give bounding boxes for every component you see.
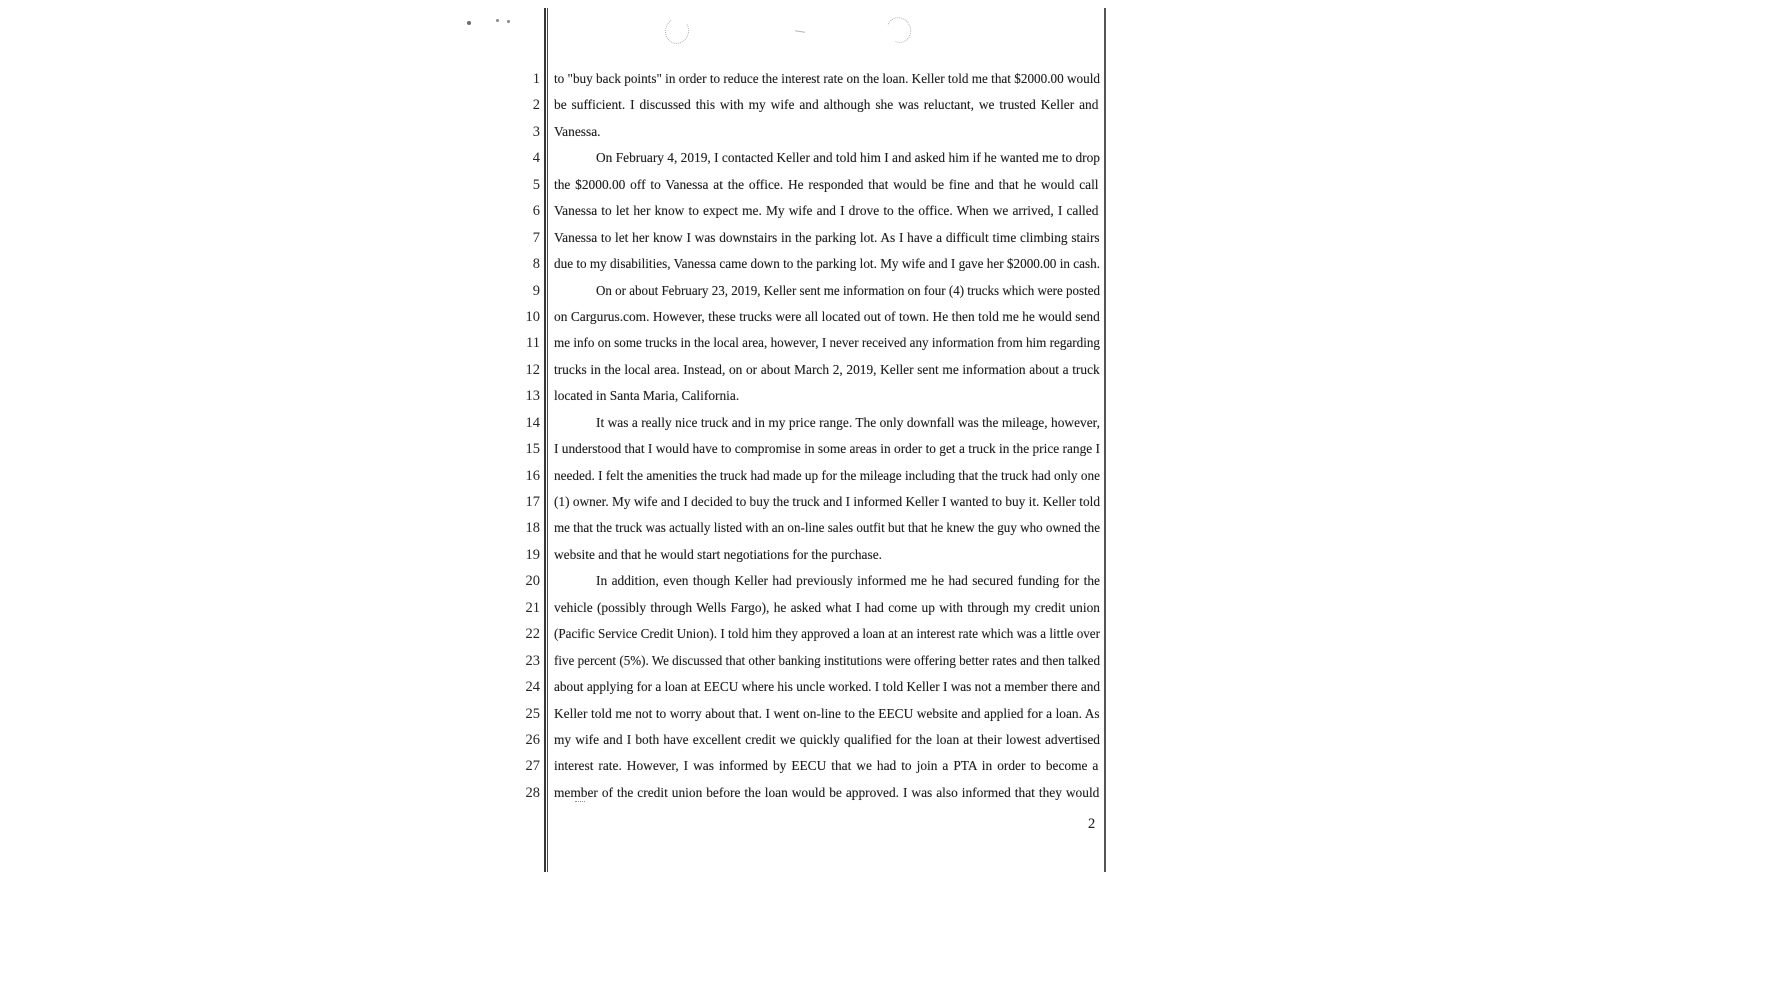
line-text xyxy=(554,515,1100,541)
line-number: 18 xyxy=(525,520,540,537)
line-text-inner: located in Santa Maria, California. xyxy=(554,388,740,404)
hole-punch-mark-icon xyxy=(883,13,916,47)
line-text xyxy=(554,463,1100,489)
transcript-line-row xyxy=(505,383,1105,409)
line-number: 17 xyxy=(525,494,540,510)
line-text-inner: to "buy back points" in order to reduce the interest rate on the loan. Keller told me that $2000.00 would xyxy=(554,71,1100,86)
line-text xyxy=(554,225,1100,251)
transcript-line-row xyxy=(505,753,1105,779)
line-text-inner: (Pacific Service Credit Union). I told him they approved a loan at an interest rate which was a little over xyxy=(554,626,1100,642)
line-text-inner: website and that he would start negotiations for the purchase. xyxy=(554,546,882,562)
line-number: 15 xyxy=(525,441,540,458)
transcript-line-row xyxy=(505,225,1105,251)
line-number: 6 xyxy=(532,203,540,220)
transcript-lines xyxy=(505,66,1105,806)
line-number: 22 xyxy=(525,626,540,643)
line-number: 25 xyxy=(525,705,540,722)
line-text-inner: on Cargurus.com. However, these trucks were all located out of town. He then told me he would send xyxy=(554,308,1100,324)
scan-speck-icon xyxy=(496,19,499,22)
line-text-inner: I understood that I would have to compromise in some areas in order to get a truck in the price range I xyxy=(554,441,1100,457)
transcript-line-row xyxy=(505,621,1105,647)
line-text-inner: It was a really nice truck and in my price range. The only downfall was the mileage, however, xyxy=(596,414,1100,430)
line-text xyxy=(554,595,1100,621)
line-text xyxy=(554,383,1100,409)
line-number: 4 xyxy=(532,150,540,167)
line-number: 23 xyxy=(525,652,540,669)
line-text xyxy=(554,304,1100,330)
transcript-line-row xyxy=(505,278,1105,304)
transcript-line-row xyxy=(505,727,1105,753)
line-text-inner: me info on some trucks in the local area, however, I never received any information from him regarding xyxy=(554,335,1100,351)
line-text-inner: trucks in the local area. Instead, on or about March 2, 2019, Keller sent me information about a truck xyxy=(554,361,1100,377)
line-text xyxy=(554,410,1142,436)
line-number: 27 xyxy=(525,758,540,775)
transcript-line-row xyxy=(505,489,1105,515)
line-text xyxy=(554,119,1100,145)
transcript-line-row xyxy=(505,595,1105,621)
line-text-inner: In addition, even though Keller had previously informed me he had secured funding for the xyxy=(596,573,1100,589)
line-number: 2 xyxy=(532,97,540,114)
line-text-inner: Vanessa to let her know I was downstairs in the parking lot. As I have a difficult time climbing stairs xyxy=(554,229,1100,245)
line-text-inner: (1) owner. My wife and I decided to buy the truck and I informed Keller I wanted to buy it. Keller told xyxy=(554,494,1100,509)
line-text xyxy=(554,568,1142,594)
transcript-line-row xyxy=(505,198,1105,224)
line-text xyxy=(554,145,1142,171)
line-text-inner: be sufficient. I discussed this with my wife and although she was reluctant, we trusted Keller and xyxy=(554,97,1099,113)
line-number: 7 xyxy=(532,229,540,246)
line-text xyxy=(554,436,1100,462)
transcript-line-row xyxy=(505,410,1105,436)
line-text xyxy=(554,727,1100,753)
transcript-line-row xyxy=(505,172,1105,198)
transcript-line-row xyxy=(505,568,1105,594)
line-text xyxy=(554,780,1100,806)
line-number: 5 xyxy=(532,176,540,193)
scan-speck-icon xyxy=(507,20,510,23)
line-text xyxy=(554,198,1100,224)
line-text-inner: needed. I felt the amenities the truck had made up for the mileage including that the truck had only one xyxy=(554,467,1100,483)
transcript-line-row xyxy=(505,66,1105,92)
transcript-line-row xyxy=(505,330,1105,356)
transcript-line-row xyxy=(505,542,1105,568)
line-text-inner: five percent (5%). We discussed that other banking institutions were offering better rates and then talked xyxy=(554,652,1100,668)
transcript-line-row xyxy=(505,436,1105,462)
line-number: 19 xyxy=(525,546,540,563)
line-number: 3 xyxy=(532,123,540,140)
hole-punch-mark-icon xyxy=(663,16,692,46)
line-text-inner: Vanessa to let her know to expect me. My wife and I drove to the office. When we arrived, I called xyxy=(554,203,1099,219)
line-text xyxy=(554,172,1100,198)
line-number: 21 xyxy=(525,599,540,616)
line-text xyxy=(554,330,1100,356)
transcript-line-row xyxy=(505,145,1105,171)
line-number: 9 xyxy=(532,282,540,299)
line-number: 26 xyxy=(525,731,540,748)
line-text-inner: interest rate. However, I was informed by EECU that we had to join a PTA in order to become a xyxy=(554,758,1099,774)
line-text xyxy=(554,753,1100,779)
line-text xyxy=(554,251,1100,277)
line-text-inner: On February 4, 2019, I contacted Keller and told him I and asked him if he wanted me to drop xyxy=(596,150,1100,166)
transcript-line-row xyxy=(505,780,1105,806)
line-text-inner: Keller told me not to worry about that. I went on-line to the EECU website and applied for a loan. As xyxy=(554,705,1100,721)
line-text-inner: On or about February 23, 2019, Keller sent me information on four (4) trucks which were posted xyxy=(596,282,1100,298)
line-text xyxy=(554,648,1100,674)
line-text xyxy=(554,278,1142,304)
transcript-line-row xyxy=(505,648,1105,674)
transcript-line-row xyxy=(505,251,1105,277)
transcript-line-row xyxy=(505,515,1105,541)
line-number: 8 xyxy=(532,256,540,273)
line-text xyxy=(554,701,1100,727)
line-text-inner: vehicle (possibly through Wells Fargo), he asked what I had come up with through my credit union xyxy=(554,599,1100,615)
line-number: 24 xyxy=(525,679,540,696)
line-text-inner: about applying for a loan at EECU where his uncle worked. I told Keller I was not a member there and xyxy=(554,679,1100,695)
line-number: 14 xyxy=(525,414,540,431)
line-text-inner: due to my disabilities, Vanessa came down to the parking lot. My wife and I gave her $2000.00 in cash. xyxy=(554,256,1100,272)
line-number: 28 xyxy=(525,784,540,801)
line-text xyxy=(554,542,1100,568)
transcript-line-row xyxy=(505,357,1105,383)
page-number: 2 xyxy=(1088,816,1096,832)
line-number: 10 xyxy=(525,308,540,325)
line-text-inner: me that the truck was actually listed with an on-line sales outfit but that he knew the guy who owned the xyxy=(554,520,1100,536)
transcript-line-row xyxy=(505,674,1105,700)
line-text xyxy=(554,489,1100,515)
line-text-inner: the $2000.00 off to Vanessa at the office. He responded that would be fine and that he would call xyxy=(554,176,1099,192)
line-text xyxy=(554,674,1100,700)
transcript-line-row xyxy=(505,304,1105,330)
line-text-inner: Vanessa. xyxy=(554,123,601,139)
transcript-line-row xyxy=(505,463,1105,489)
transcript-line-row xyxy=(505,119,1105,145)
line-number: 11 xyxy=(526,335,540,352)
line-text xyxy=(554,621,1100,647)
line-text xyxy=(554,357,1100,383)
scan-dash-artifact-icon xyxy=(795,30,805,32)
line-number: 16 xyxy=(525,467,540,484)
line-text xyxy=(554,66,1100,92)
line-number: 1 xyxy=(532,71,540,87)
scan-speck-icon xyxy=(467,21,471,25)
line-number: 13 xyxy=(525,388,540,405)
line-number: 20 xyxy=(525,573,540,590)
line-number: 12 xyxy=(525,361,540,378)
transcript-line-row xyxy=(505,92,1105,118)
transcript-line-row xyxy=(505,701,1105,727)
line-text-inner: my wife and I both have excellent credit we quickly qualified for the loan at their lowest advertised xyxy=(554,731,1100,747)
line-text-inner: member of the credit union before the loan would be approved. I was also informed that they would xyxy=(554,784,1100,800)
line-text xyxy=(554,92,1100,118)
